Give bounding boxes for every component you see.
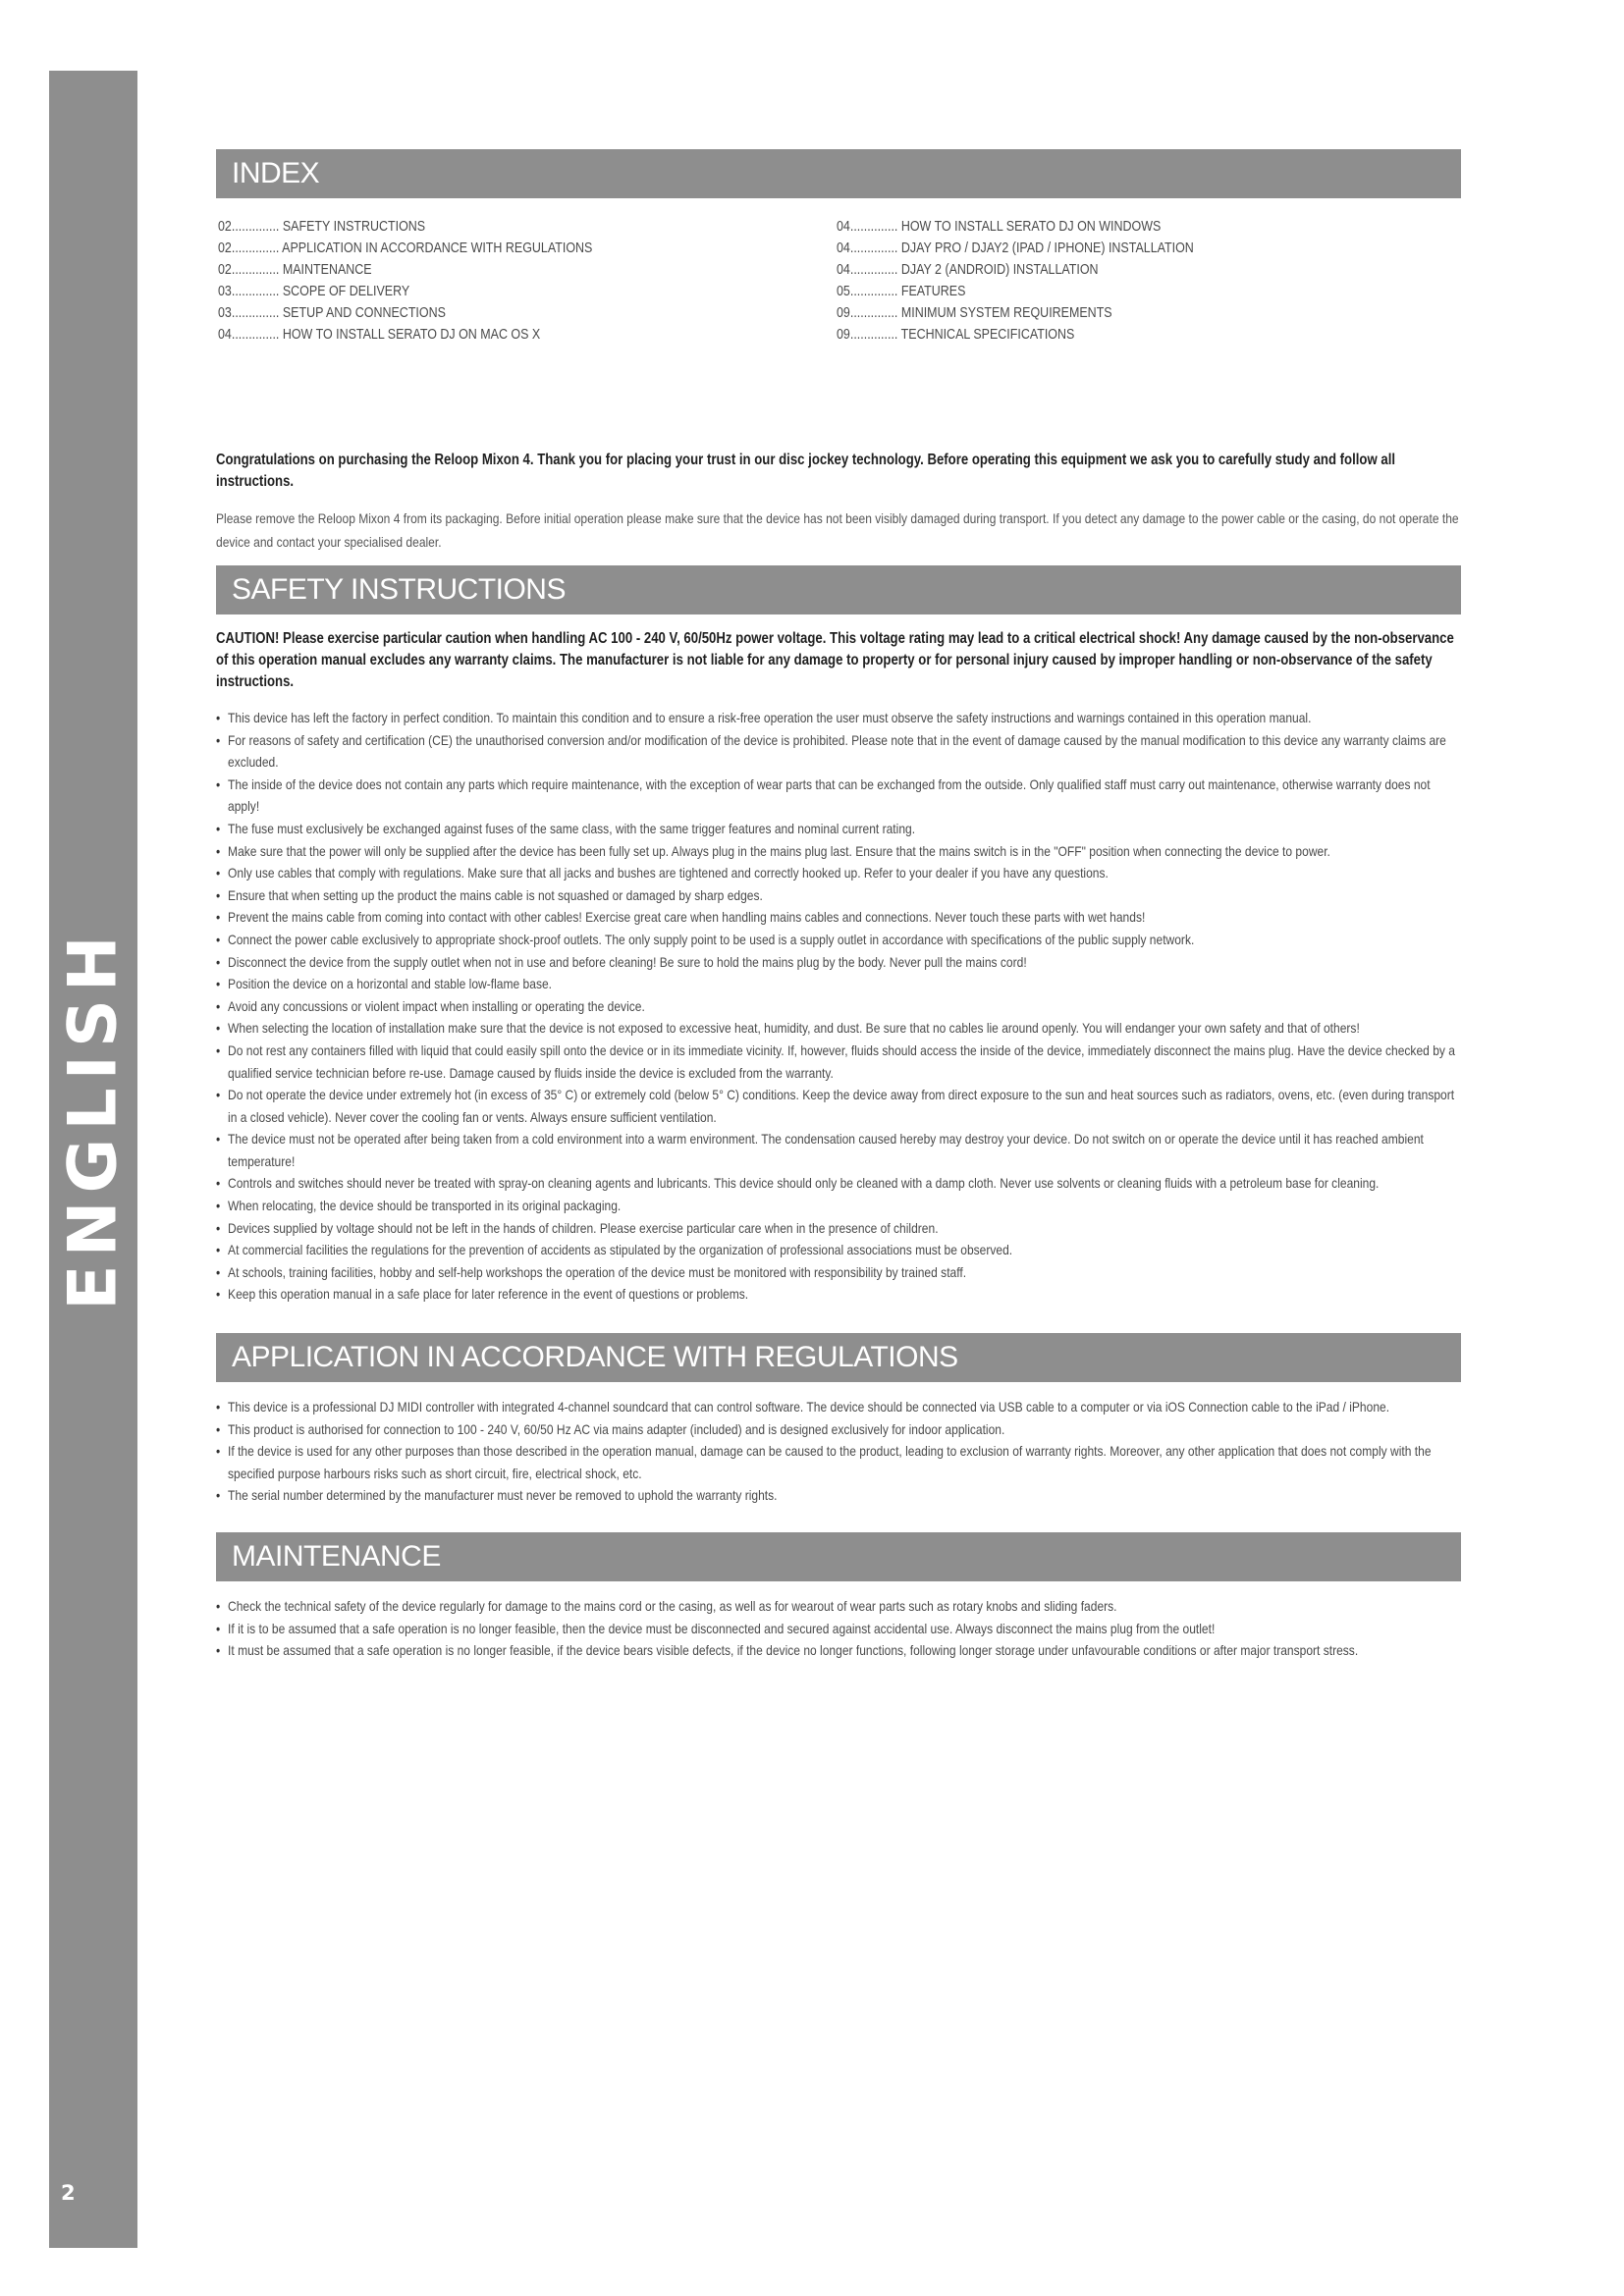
index-entry-dots: .............. [231,305,280,321]
index-entry-page: 04 [218,327,232,343]
language-label: ENGLISH [54,928,133,1310]
bullet-item: • Do not rest any containers filled with liquid that could easily spill onto the device or in its immediate vicinity. If, however, fluids should access the inside of the device, immediately disconnect the mains plug. Have the device checked by a qualified service technician before re-use. Damage caused by fluids inside the device is excluded from the warranty. [216,1040,1461,1084]
bullet-item: • Check the technical safety of the device regularly for damage to the mains cord or the casing, as well as for wearout of wear parts such as rotary knobs and sliding faders. [216,1595,1461,1618]
index-entry-dots: .............. [849,240,898,256]
bullet-item: • At schools, training facilities, hobby and self-help workshops the operation of the device must be monitored with responsibility by trained staff. [216,1261,1461,1284]
index-entry-page: 04 [837,240,850,256]
index-entry-dots: .............. [231,284,280,299]
bullet-item: • When relocating, the device should be transported in its original packaging. [216,1195,1461,1217]
application-header: APPLICATION IN ACCORDANCE WITH REGULATIONS [216,1333,1461,1382]
index-column-right [837,216,1455,346]
index-entry-page: 09 [837,327,850,343]
bullet-item: • The serial number determined by the manufacturer must never be removed to uphold the warranty rights. [216,1484,1461,1507]
index-entry-title: DJAY 2 (ANDROID) INSTALLATION [900,262,1099,278]
index-entry-page: 03 [218,284,232,299]
index-entry [837,324,1369,346]
bullet-item: • Avoid any concussions or violent impact when installing or operating the device. [216,995,1461,1018]
index-entry-title: MAINTENANCE [282,262,372,278]
index-entry-page: 05 [837,284,850,299]
index-entry-dots: .............. [849,305,898,321]
bullet-item: • This device is a professional DJ MIDI controller with integrated 4-channel soundcard that can control software. The device should be connected via USB cable to a computer or via iOS Connection cable to the iPad / iPhone. [216,1396,1461,1418]
index-entry-page: 02 [218,219,232,235]
maintenance-bullet-list [216,1595,1461,1662]
bullet-item: • If it is to be assumed that a safe operation is no longer feasible, then the device must be disconnected and secured against accidental use. Always disconnect the mains plug from the outlet! [216,1618,1461,1640]
index-entry-title: SCOPE OF DELIVERY [282,284,410,299]
index-entry [837,259,1369,281]
page-number: 2 [61,2181,76,2205]
bullet-item: • Do not operate the device under extremely hot (in excess of 35° C) or extremely cold (below 5° C) conditions. Keep the device away from direct exposure to the sun and heat sources such as radiators, ovens, etc. (even during transport in a closed vehicle). Never cover the cooling fan or vents. Always ensure sufficient ventilation. [216,1084,1461,1128]
bullet-item: • Ensure that when setting up the product the mains cable is not squashed or damaged by sharp edges. [216,884,1461,907]
index-entry-title: HOW TO INSTALL SERATO DJ ON WINDOWS [900,219,1162,235]
intro-congratulations: Congratulations on purchasing the Reloop Mixon 4. Thank you for placing your trust in our disc jockey technology. Before operating this equipment we ask you to carefully study and follow all instructions. [216,452,1396,490]
bullet-item: • For reasons of safety and certification (CE) the unauthorised conversion and/or modification of the device is prohibited. Please note that in the event of damage caused by the manual modification to this device any warranty claims are excluded. [216,729,1461,774]
bullet-item: • At commercial facilities the regulations for the prevention of accidents as stipulated by the organization of professional associations must be observed. [216,1239,1461,1261]
index-entry-title: SETUP AND CONNECTIONS [282,305,446,321]
bullet-item: • The inside of the device does not contain any parts which require maintenance, with the exception of wear parts that can be exchanged from the outside. Only qualified staff must carry out maintenance, otherwise warranty does not apply! [216,774,1461,818]
index-entry-title: HOW TO INSTALL SERATO DJ ON MAC OS X [282,327,541,343]
index-entry-page: 04 [837,219,850,235]
index-table [216,216,1461,346]
index-entry-dots: .............. [231,240,280,256]
index-entry [218,216,750,238]
index-entry [837,302,1369,324]
bullet-item: • Devices supplied by voltage should not be left in the hands of children. Please exercise particular care when in the presence of children. [216,1217,1461,1240]
index-entry-page: 09 [837,305,850,321]
bullet-item: • Position the device on a horizontal and stable low-flame base. [216,973,1461,995]
index-entry-page: 04 [837,262,850,278]
index-entry-title: MINIMUM SYSTEM REQUIREMENTS [900,305,1112,321]
index-entry [218,281,750,302]
index-entry-dots: .............. [849,262,898,278]
bullet-item: • Controls and switches should never be treated with spray-on cleaning agents and lubricants. This device should only be cleaned with a damp cloth. Never use solvents or cleaning fluids with a petroleum base for cleaning. [216,1172,1461,1195]
bullet-item: • Make sure that the power will only be supplied after the device has been fully set up. Always plug in the mains plug last. Ensure that the mains switch is in the "OFF" position when connecting the device to power. [216,840,1461,863]
page-content [216,149,1461,1662]
bullet-item: • The device must not be operated after being taken from a cold environment into a warm environment. The condensation caused hereby may destroy your device. Do not switch on or operate the device until it has reached ambient temperature! [216,1128,1461,1172]
index-entry [218,238,750,259]
index-entry-page: 02 [218,240,232,256]
index-entry-dots: .............. [849,219,898,235]
bullet-item: • This device has left the factory in perfect condition. To maintain this condition and to ensure a risk-free operation the user must observe the safety instructions and warnings contained in this operation manual. [216,707,1461,729]
safety-bullet-list [216,707,1461,1306]
index-entry-title: TECHNICAL SPECIFICATIONS [900,327,1075,343]
index-entry-title: SAFETY INSTRUCTIONS [282,219,426,235]
index-entry-title: APPLICATION IN ACCORDANCE WITH REGULATIONS [282,240,593,256]
index-entry [837,281,1369,302]
index-entry-title: FEATURES [900,284,966,299]
index-entry-dots: .............. [231,262,280,278]
safety-instructions-header: SAFETY INSTRUCTIONS [216,565,1461,614]
bullet-item: • Prevent the mains cable from coming into contact with other cables! Exercise great care when handling mains cables and connections. Never touch these parts with wet hands! [216,906,1461,929]
index-entry-dots: .............. [849,284,898,299]
bullet-item: • Only use cables that comply with regulations. Make sure that all jacks and bushes are tightened and correctly hooked up. Refer to your dealer if you have any questions. [216,862,1461,884]
index-entry [218,259,750,281]
bullet-item: • The fuse must exclusively be exchanged against fuses of the same class, with the same trigger features and nominal current rating. [216,818,1461,840]
index-entry-title: DJAY PRO / DJAY2 (IPAD / IPHONE) INSTALLATION [900,240,1194,256]
bullet-item: • Disconnect the device from the supply outlet when not in use and before cleaning! Be sure to hold the mains plug by the body. Never pull the mains cord! [216,951,1461,974]
index-entry [837,238,1369,259]
index-entry-dots: .............. [849,327,898,343]
bullet-item: • If the device is used for any other purposes than those described in the operation manual, damage can be caused to the product, leading to exclusion of warranty rights. Moreover, any other application that does not comply with the specified purpose harbours risks such as short circuit, fire, electrical shock, etc. [216,1440,1461,1484]
caution-warning: CAUTION! Please exercise particular caution when handling AC 100 - 240 V, 60/50Hz power voltage. This voltage rating may lead to a critical electrical shock! Any damage caused by the non-observance of this operation manual excludes any warranty claims. The manufacturer is not liable for any damage to property or for personal injury caused by improper handling or non-observance of the safety instructions. [216,630,1454,690]
index-column-left [218,216,837,346]
index-entry [218,324,750,346]
index-header: INDEX [216,149,1461,198]
index-entry-dots: .............. [231,219,280,235]
bullet-item: • When selecting the location of installation make sure that the device is not exposed to excessive heat, humidity, and dust. Be sure that no cables lie around openly. You will endanger your own safety and that of others! [216,1017,1461,1040]
maintenance-header: MAINTENANCE [216,1532,1461,1581]
bullet-item: • Connect the power cable exclusively to appropriate shock-proof outlets. The only supply point to be used is a supply outlet in accordance with specifications of the public supply network. [216,929,1461,951]
index-entry [837,216,1369,238]
index-entry-page: 03 [218,305,232,321]
index-entry-page: 02 [218,262,232,278]
bullet-item: • It must be assumed that a safe operation is no longer feasible, if the device bears visible defects, if the device no longer functions, following longer storage under unfavourable conditions or after major transport stress. [216,1639,1461,1662]
intro-unpacking-note: Please remove the Reloop Mixon 4 from its packaging. Before initial operation please make sure that the device has not been visibly damaged during transport. If you detect any damage to the power cable or the casing, do not operate the device and contact your specialised dealer. [216,510,1459,550]
index-entry [218,302,750,324]
index-entry-dots: .............. [231,327,280,343]
bullet-item: • Keep this operation manual in a safe place for later reference in the event of questions or problems. [216,1283,1461,1306]
application-bullet-list [216,1396,1461,1507]
bullet-item: • This product is authorised for connection to 100 - 240 V, 60/50 Hz AC via mains adapter (included) and is designed exclusively for indoor application. [216,1418,1461,1441]
